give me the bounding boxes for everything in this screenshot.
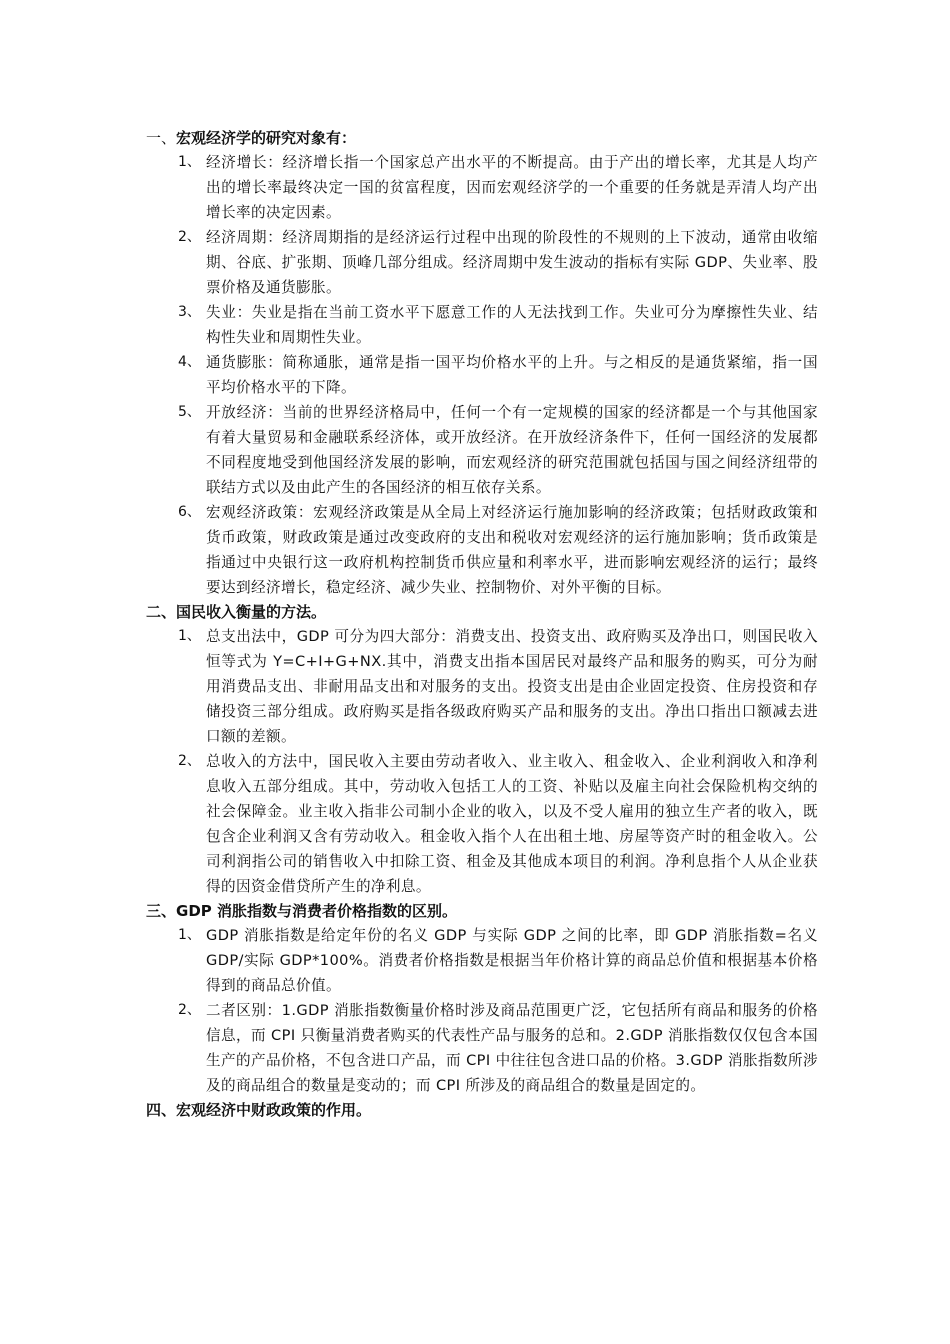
section-number: 四、 bbox=[146, 1101, 177, 1119]
list-item-number: 2、 bbox=[178, 1002, 201, 1018]
list-item-number: 5、 bbox=[178, 404, 201, 420]
list-item-text: 经济周期：经济周期指的是经济运行过程中出现的阶段性的不规则的上下波动，通常由收缩期、谷底、扩张期、顶峰几部分组成。经济周期中发生波动的指标有实际 GDP、失业率、股票价格及通货膨胀。 bbox=[206, 229, 818, 296]
list-item bbox=[146, 500, 818, 600]
list-item-number: 3、 bbox=[178, 304, 201, 320]
section-heading-3 bbox=[146, 899, 818, 923]
list-item-text: 经济增长：经济增长指一个国家总产出水平的不断提高。由于产出的增长率，尤其是人均产出的增长率最终决定一国的贫富程度，因而宏观经济学的一个重要的任务就是弄清人均产出增长率的决定因素。 bbox=[206, 154, 818, 221]
section-heading-1 bbox=[146, 126, 818, 150]
section-heading-4 bbox=[146, 1098, 818, 1122]
list-item-number: 2、 bbox=[178, 753, 201, 769]
list-item-text: 二者区别：1.GDP 消胀指数衡量价格时涉及商品范围更广泛，它包括所有商品和服务的价格信息，而 CPI 只衡量消费者购买的代表性产品与服务的总和。2.GDP 消胀指数仅仅包含本国生产的产品价格，不包含进口产品，而 CPI 中往往包含进口品的价格。3.GDP 消胀指数所涉及的商品组合的数量是变动的；而 CPI 所涉及的商品组合的数量是固定的。 bbox=[206, 1002, 818, 1094]
section-title: 宏观经济中财政政策的作用。 bbox=[176, 1101, 372, 1119]
list-item bbox=[146, 749, 818, 899]
list-item bbox=[146, 998, 818, 1098]
section-title: 宏观经济学的研究对象有： bbox=[176, 129, 357, 147]
list-item-text: 总收入的方法中，国民收入主要由劳动者收入、业主收入、租金收入、企业利润收入和净利息收入五部分组成。其中，劳动收入包括工人的工资、补贴以及雇主向社会保险机构交纳的社会保障金。业主收入指非公司制小企业的收入，以及不受人雇用的独立生产者的收入，既包含企业利润又含有劳动收入。租金收入指个人在出租土地、房屋等资产时的租金收入。公司利润指公司的销售收入中扣除工资、租金及其他成本项目的利润。净利息指个人从企业获得的因资金借贷所产生的净利息。 bbox=[206, 753, 818, 895]
list-item bbox=[146, 350, 818, 400]
list-item-number: 1、 bbox=[178, 154, 201, 170]
list-item-number: 4、 bbox=[178, 354, 201, 370]
list-item bbox=[146, 150, 818, 225]
list-item-text: 宏观经济政策：宏观经济政策是从全局上对经济运行施加影响的经济政策；包括财政政策和货币政策，财政政策是通过改变政府的支出和税收对宏观经济的运行施加影响；货币政策是指通过中央银行这一政府机构控制货币供应量和利率水平，进而影响宏观经济的运行；最终要达到经济增长，稳定经济、减少失业、控制物价、对外平衡的目标。 bbox=[206, 504, 818, 596]
list-item bbox=[146, 225, 818, 300]
list-item-number: 1、 bbox=[178, 927, 201, 943]
list-item-number: 1、 bbox=[178, 628, 201, 644]
section-heading-2 bbox=[146, 600, 818, 624]
list-item bbox=[146, 624, 818, 749]
section-number: 一、 bbox=[146, 129, 177, 147]
list-item-text: GDP 消胀指数是给定年份的名义 GDP 与实际 GDP 之间的比率，即 GDP 消胀指数=名义 GDP/实际 GDP*100%。消费者价格指数是根据当年价格计算的商品总价值和根据基本价格得到的商品总价值。 bbox=[206, 927, 818, 994]
section-number: 二、 bbox=[146, 603, 177, 621]
section-number: 三、 bbox=[146, 902, 177, 920]
section-title: GDP 消胀指数与消费者价格指数的区别。 bbox=[176, 902, 457, 920]
document-body bbox=[146, 126, 818, 1122]
list-item-text: 开放经济：当前的世界经济格局中，任何一个有一定规模的国家的经济都是一个与其他国家有着大量贸易和金融联系经济体，或开放经济。在开放经济条件下，任何一国经济的发展都不同程度地受到他国经济发展的影响，而宏观经济的研究范围就包括国与国之间经济纽带的联结方式以及由此产生的各国经济的相互依存关系。 bbox=[206, 404, 818, 496]
list-item-text: 总支出法中，GDP 可分为四大部分：消费支出、投资支出、政府购买及净出口，则国民收入恒等式为 Y=C+I+G+NX.其中，消费支出指本国居民对最终产品和服务的购买，可分为耐用消费品支出、非耐用品支出和对服务的支出。投资支出是由企业固定投资、住房投资和存储投资三部分组成。政府购买是指各级政府购买产品和服务的支出。净出口指出口额减去进口额的差额。 bbox=[206, 628, 818, 745]
list-item-text: 失业：失业是指在当前工资水平下愿意工作的人无法找到工作。失业可分为摩擦性失业、结构性失业和周期性失业。 bbox=[206, 304, 818, 346]
list-item bbox=[146, 400, 818, 500]
list-item-text: 通货膨胀：简称通胀，通常是指一国平均价格水平的上升。与之相反的是通货紧缩，指一国平均价格水平的下降。 bbox=[206, 354, 818, 396]
list-item-number: 2、 bbox=[178, 229, 201, 245]
list-item bbox=[146, 923, 818, 998]
section-title: 国民收入衡量的方法。 bbox=[176, 603, 327, 621]
list-item-number: 6、 bbox=[178, 504, 201, 520]
list-item bbox=[146, 300, 818, 350]
